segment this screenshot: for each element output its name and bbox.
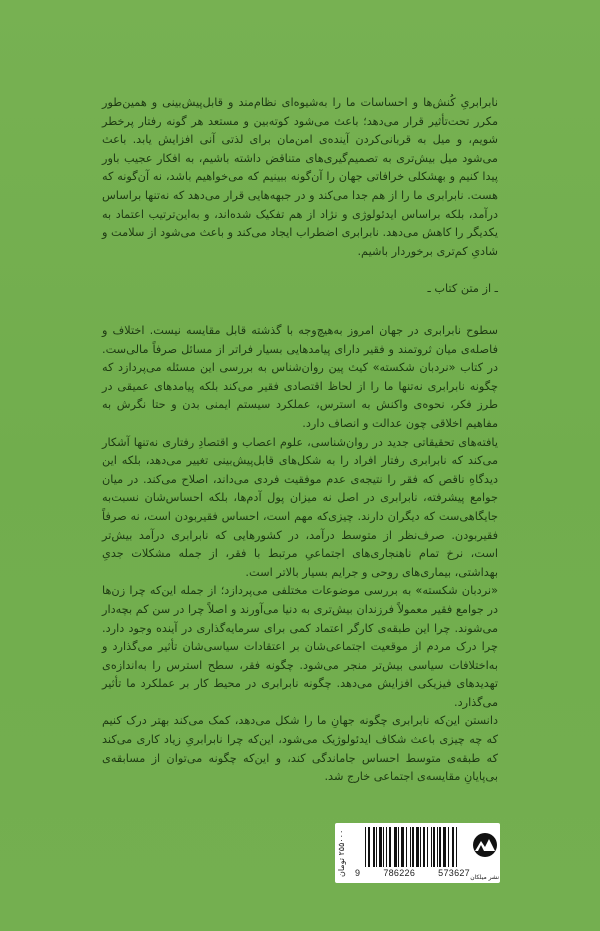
barcode-bar [376, 827, 377, 867]
mountain-logo-icon [472, 829, 498, 879]
quote-source: ـ از متن کتاب ـ [427, 282, 498, 295]
publisher-name: نشر میلکان [470, 874, 499, 881]
book-summary [102, 322, 498, 787]
barcode-bar [379, 827, 382, 867]
isbn-barcode-label [335, 823, 500, 883]
barcode-bar [448, 827, 449, 867]
isbn-number [355, 868, 470, 878]
barcode-bar [437, 827, 438, 867]
barcode-bar [386, 827, 387, 867]
barcode-bar [410, 827, 411, 867]
barcode-bar [420, 827, 421, 867]
barcode-bar [416, 827, 419, 867]
barcode-bar [433, 827, 435, 867]
barcode-bar [365, 827, 366, 867]
isbn-prefix: 9 [355, 868, 361, 878]
barcode-bar [452, 827, 454, 867]
book-quote: نابرابریِ کُنش‌ها و احساسات ما را به‌شیوه‌ای نظام‌مند و قابل‌پیش‌بینی و همین‌طور مکرر تحت‌تأثیر قرار می‌دهد؛ باعث می‌شود کوته‌بین و مستعد هر گونه رفتار پرخطر شویم، و میل به قربانی‌کردن آینده‌ی امن‌مان برای لذتی آنی افزایش یابد. باعث می‌شود میل بیش‌تری به تصمیم‌گیری‌های متناقض داشته باشیم، به افکار عجیب باور پیدا کنیم و بهشکلی خرافاتی جهان را آن‌گونه ببینیم که می‌خواهیم باشد، نه آن‌گونه که هست. نابرابری ما را از هم جدا می‌کند و در جبهه‌هایی قرار می‌دهد که نه‌تنها براساس درآمد، بلکه براساس ایدئولوژی و نژاد از هم تفکیک شده‌اند، و به‌این‌ترتیب اعتماد به یکدیگر را کاهش می‌دهد. نابرابری اضطراب ایجاد می‌کند و باعث می‌شود از سلامت و شادیِ کم‌تری برخوردار باشیم. [102, 96, 498, 258]
barcode-bars [365, 827, 465, 867]
barcode-bar [456, 827, 457, 867]
barcode-bar [368, 827, 370, 867]
barcode-bar [412, 827, 414, 867]
barcode-bar [401, 827, 404, 867]
summary-paragraph: یافته‌های تحقیقاتی جدید در روان‌شناسی، علوم اعصاب و اقتصادِ رفتاری نه‌تنها آشکار می‌کند که نابرابری رفتار افراد را به شکل‌های قابل‌پیش‌بینی تغییر می‌دهد، بلکه این دیدگاهِ ناقص که فقر را نتیجه‌ی عدم موفقیت فردی می‌داند، اصلاح می‌کند. در میان جوامع پیشرفته، نابرابری در اصل نه میزان پول آدم‌ها، بلکه احساس‌شان نسبت‌به جایگاهی‌ست که دیگران دارند. چیزی‌که مهم است، احساس فقیربودن است، نه صرفاً فقیربودن. صرف‌نظر از متوسط درآمد، در کشورهایی که نابرابری درآمد بیش‌تر است، نرخ تمام ناهنجاری‌های اجتماعیِ مرتبط با فقر، از جمله مشکلات جدیِ بهداشتی، بیماری‌های روحی و جرایم بسیار بالاتر است. [102, 435, 498, 579]
barcode-bar [439, 827, 441, 867]
barcode-bar [373, 827, 375, 867]
barcode-bar [398, 827, 399, 867]
barcode-bar [423, 827, 425, 867]
barcode-bar [383, 827, 384, 867]
summary-paragraph: «نردبان شکسته» به بررسی موضوعات مختلفی می‌پردازد؛ از جمله این‌که چرا زن‌ها در جوامع فقیر معمولاً فرزندان بیش‌تری به دنیا می‌آورند و اصلاً چرا در سن کم بچه‌دار می‌شوند. چرا این طبقه‌ی کارگر اعتماد کمی برای سرمایه‌گذاری در آینده وجود دارد. چرا درک مردم از موقعیت اجتماعی‌شان بر اعتقادات سیاسی‌شان تأثیر می‌گذارد و به‌اختلافات سیاسی بیش‌تر منجر می‌شود. چگونه فقر، سطح استرس را به‌اندازه‌ی تهدیدهای فیزیکی افزایش می‌دهد. چگونه نابرابری در محیط کار بر عملکرد ما تأثیر می‌گذارد. [102, 584, 498, 709]
price-label: ۲۵۵۰۰۰ تومان [337, 829, 346, 877]
barcode-bar [427, 827, 428, 867]
isbn-group-1: 786226 [383, 868, 416, 878]
summary-paragraph: دانستن این‌که نابرابری چگونه جهانِ ما را شکل می‌دهد، کمک می‌کند بهتر درک کنیم که چه چیزی باعث شکاف ایدئولوژیک می‌شود، این‌که چرا نابرابریِ زیاد کاری می‌کند که طبقه‌ی متوسط احساس جاماندگی کند، و این‌که چگونه می‌توان از مسابقه‌ی بی‌پایانِ مقایسه‌ی اجتماعی خارج شد. [102, 714, 498, 784]
isbn-group-2: 573627 [438, 868, 470, 878]
barcode-bar [389, 827, 391, 867]
barcode-bar [431, 827, 432, 867]
summary-paragraph: سطوح نابرابری در جهان امروز به‌هیچ‌وجه با گذشته قابل مقایسه نیست. اختلاف و فاصله‌ی میان ثروتمند و فقیر دارای پیامدهایی بسیار فراتر از مسائل صرفاً مالی‌ست. در کتاب «نردبان شکسته» کیث پین روان‌شناس به بررسی این مسئله می‌پردازد که چگونه نابرابری نه‌تنها ما را از لحاظ اقتصادی فقیر می‌کند بلکه پیامدهای عمیقی در طرز فکر، نحوه‌ی واکنش به استرس، عملکرد سیستم ایمنی بدن و حتا نگرش به مفاهیم اخلاقی چون عدالت و انصاف دارد. [102, 324, 498, 430]
barcode-bar [394, 827, 397, 867]
barcode-bar [406, 827, 407, 867]
barcode-bar [443, 827, 446, 867]
